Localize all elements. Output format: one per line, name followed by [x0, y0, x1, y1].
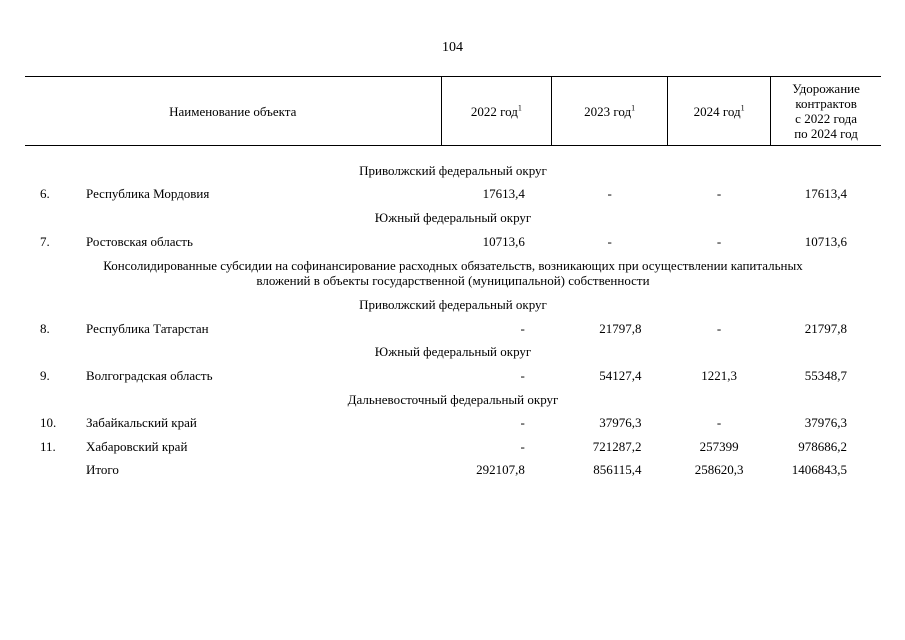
header-object-name: Наименование объекта: [25, 77, 441, 146]
total-row: Итого 292107,8 856115,4 258620,3 1406843,5: [86, 462, 847, 478]
section-row: Южный федеральный округ: [374, 344, 532, 360]
table-row: 6. Республика Мордовия 17613,4 - - 17613,4: [40, 186, 847, 202]
table-row: 10. Забайкальский край - 37976,3 - 37976,3: [40, 415, 847, 431]
table-row: 7. Ростовская область 10713,6 - - 10713,6: [40, 233, 847, 249]
header-2023: 2023 год$^1$: [552, 77, 668, 146]
table-row: 9. Волгоградская область - 54127,4 1221,3 55348,7: [40, 367, 847, 383]
header-2024: 2024 год$^1$: [667, 77, 770, 146]
table-header-row: [25, 77, 881, 146]
section-row: Консолидированные субсидии на софинансирование расходных обязательств, возникающих при осуществлении капитальных вложений в объекты государственной (муниципальной) собственности: [103, 258, 803, 289]
section-row: Южный федеральный округ: [374, 209, 532, 225]
page-number: 104: [442, 40, 463, 55]
header-cost-increase: Удорожание контрактов с 2022 года по 2024 год: [771, 77, 881, 146]
section-row: Дальневосточный федеральный округ: [347, 391, 559, 407]
table-row: 8. Республика Татарстан - 21797,8 - 21797,8: [40, 320, 847, 336]
section-row: Приволжский федеральный округ: [359, 162, 547, 178]
header-2022: 2022 год$^1$: [441, 77, 552, 146]
table-row: 11. Хабаровский край - 721287,2 257399 978686,2: [40, 438, 847, 454]
subsidy-table: [25, 76, 881, 482]
section-row: Приволжский федеральный округ: [359, 297, 547, 313]
